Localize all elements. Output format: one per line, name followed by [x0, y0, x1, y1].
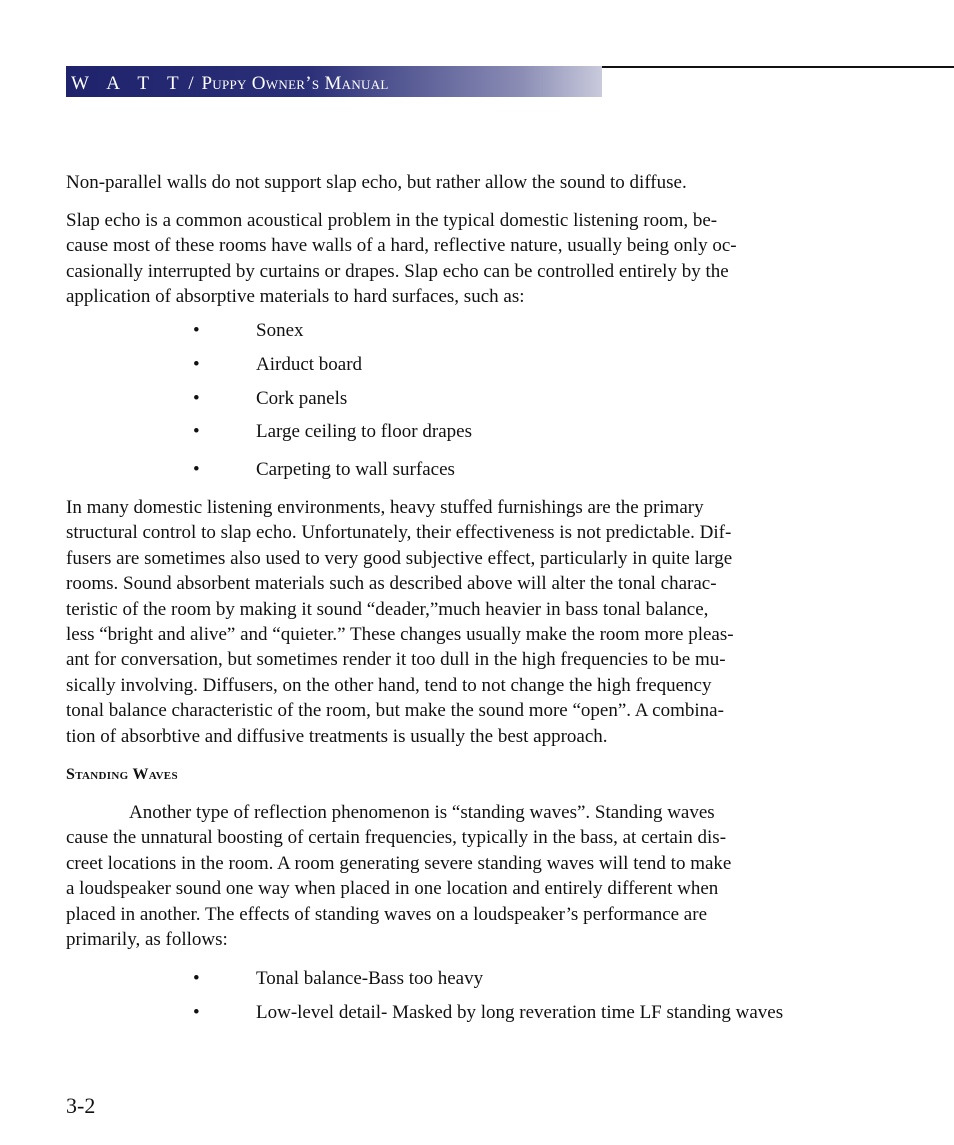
list-bullet: • — [193, 421, 200, 442]
list-bullet: • — [193, 320, 200, 341]
paragraph-line: placed in another. The effects of standing waves on a loudspeaker’s performance are — [66, 903, 707, 925]
list-bullet: • — [193, 354, 200, 375]
paragraph-1 — [66, 170, 836, 195]
paragraph-line: structural control to slap echo. Unfortunately, their effectiveness is not predictable. Dif- — [66, 522, 732, 544]
paragraph-line: teristic of the room by making it sound “deader,”much heavier in bass tonal balance, — [66, 598, 709, 620]
list-item: Carpeting to wall surfaces — [256, 459, 455, 480]
running-header — [71, 74, 389, 94]
page-number: 3-2 — [66, 1093, 96, 1118]
paragraph-line: In many domestic listening environments, heavy stuffed furnishings are the primary — [66, 497, 704, 518]
list-bullet: • — [193, 1002, 200, 1023]
paragraph-line: creet locations in the room. A room generating severe standing waves will tend to make — [66, 852, 732, 874]
list-bullet: • — [193, 388, 200, 409]
paragraph-line: cause the unnatural boosting of certain frequencies, typically in the bass, at certain dis- — [66, 827, 727, 849]
header-brand: W A T T — [71, 73, 186, 94]
paragraph-line: tion of absorbtive and diffusive treatments is usually the best approach. — [66, 725, 608, 747]
list-bullet: • — [193, 968, 200, 989]
paragraph-2 — [66, 208, 836, 310]
paragraph-line: tonal balance characteristic of the room, but make the sound more “open”. A combina- — [66, 700, 724, 722]
paragraph-line: Non-parallel walls do not support slap echo, but rather allow the sound to diffuse. — [66, 172, 687, 193]
header-separator: / — [188, 73, 194, 94]
header-rule — [602, 66, 954, 68]
paragraph-line: Slap echo is a common acoustical problem in the typical domestic listening room, be- — [66, 210, 718, 231]
paragraph-line: a loudspeaker sound one way when placed in one location and entirely different when — [66, 878, 719, 900]
paragraph-line: application of absorptive materials to hard surfaces, such as: — [66, 286, 525, 308]
list-item: Airduct board — [256, 354, 363, 375]
paragraph-line: Another type of reflection phenomenon is “standing waves”. Standing waves — [129, 802, 715, 823]
section-heading: Standing Waves — [66, 766, 178, 783]
list-item: Large ceiling to floor drapes — [256, 421, 472, 442]
paragraph-line: sically involving. Diffusers, on the other hand, tend to not change the high frequency — [66, 674, 712, 696]
paragraph-line: cause most of these rooms have walls of a hard, reflective nature, usually being only oc- — [66, 235, 737, 257]
paragraph-line: less “bright and alive” and “quieter.” These changes usually make the room more pleas- — [66, 624, 734, 646]
list-item: Low-level detail- Masked by long reveration time LF standing waves — [256, 1002, 784, 1023]
header-manual-title: Puppy Owner’s Manual — [201, 73, 389, 94]
paragraph-4 — [66, 800, 836, 952]
paragraph-3 — [66, 495, 836, 749]
list-item: Sonex — [256, 320, 304, 341]
paragraph-line: primarily, as follows: — [66, 929, 228, 951]
paragraph-line: rooms. Sound absorbent materials such as described above will alter the tonal charac- — [66, 573, 717, 595]
paragraph-line: fusers are sometimes also used to very good subjective effect, particularly in quite large — [66, 547, 733, 569]
paragraph-line: ant for conversation, but sometimes render it too dull in the high frequencies to be mu- — [66, 649, 726, 671]
list-item: Tonal balance-Bass too heavy — [256, 968, 484, 989]
list-bullet: • — [193, 459, 200, 480]
paragraph-line: casionally interrupted by curtains or drapes. Slap echo can be controlled entirely by the — [66, 260, 729, 282]
list-item: Cork panels — [256, 388, 348, 409]
